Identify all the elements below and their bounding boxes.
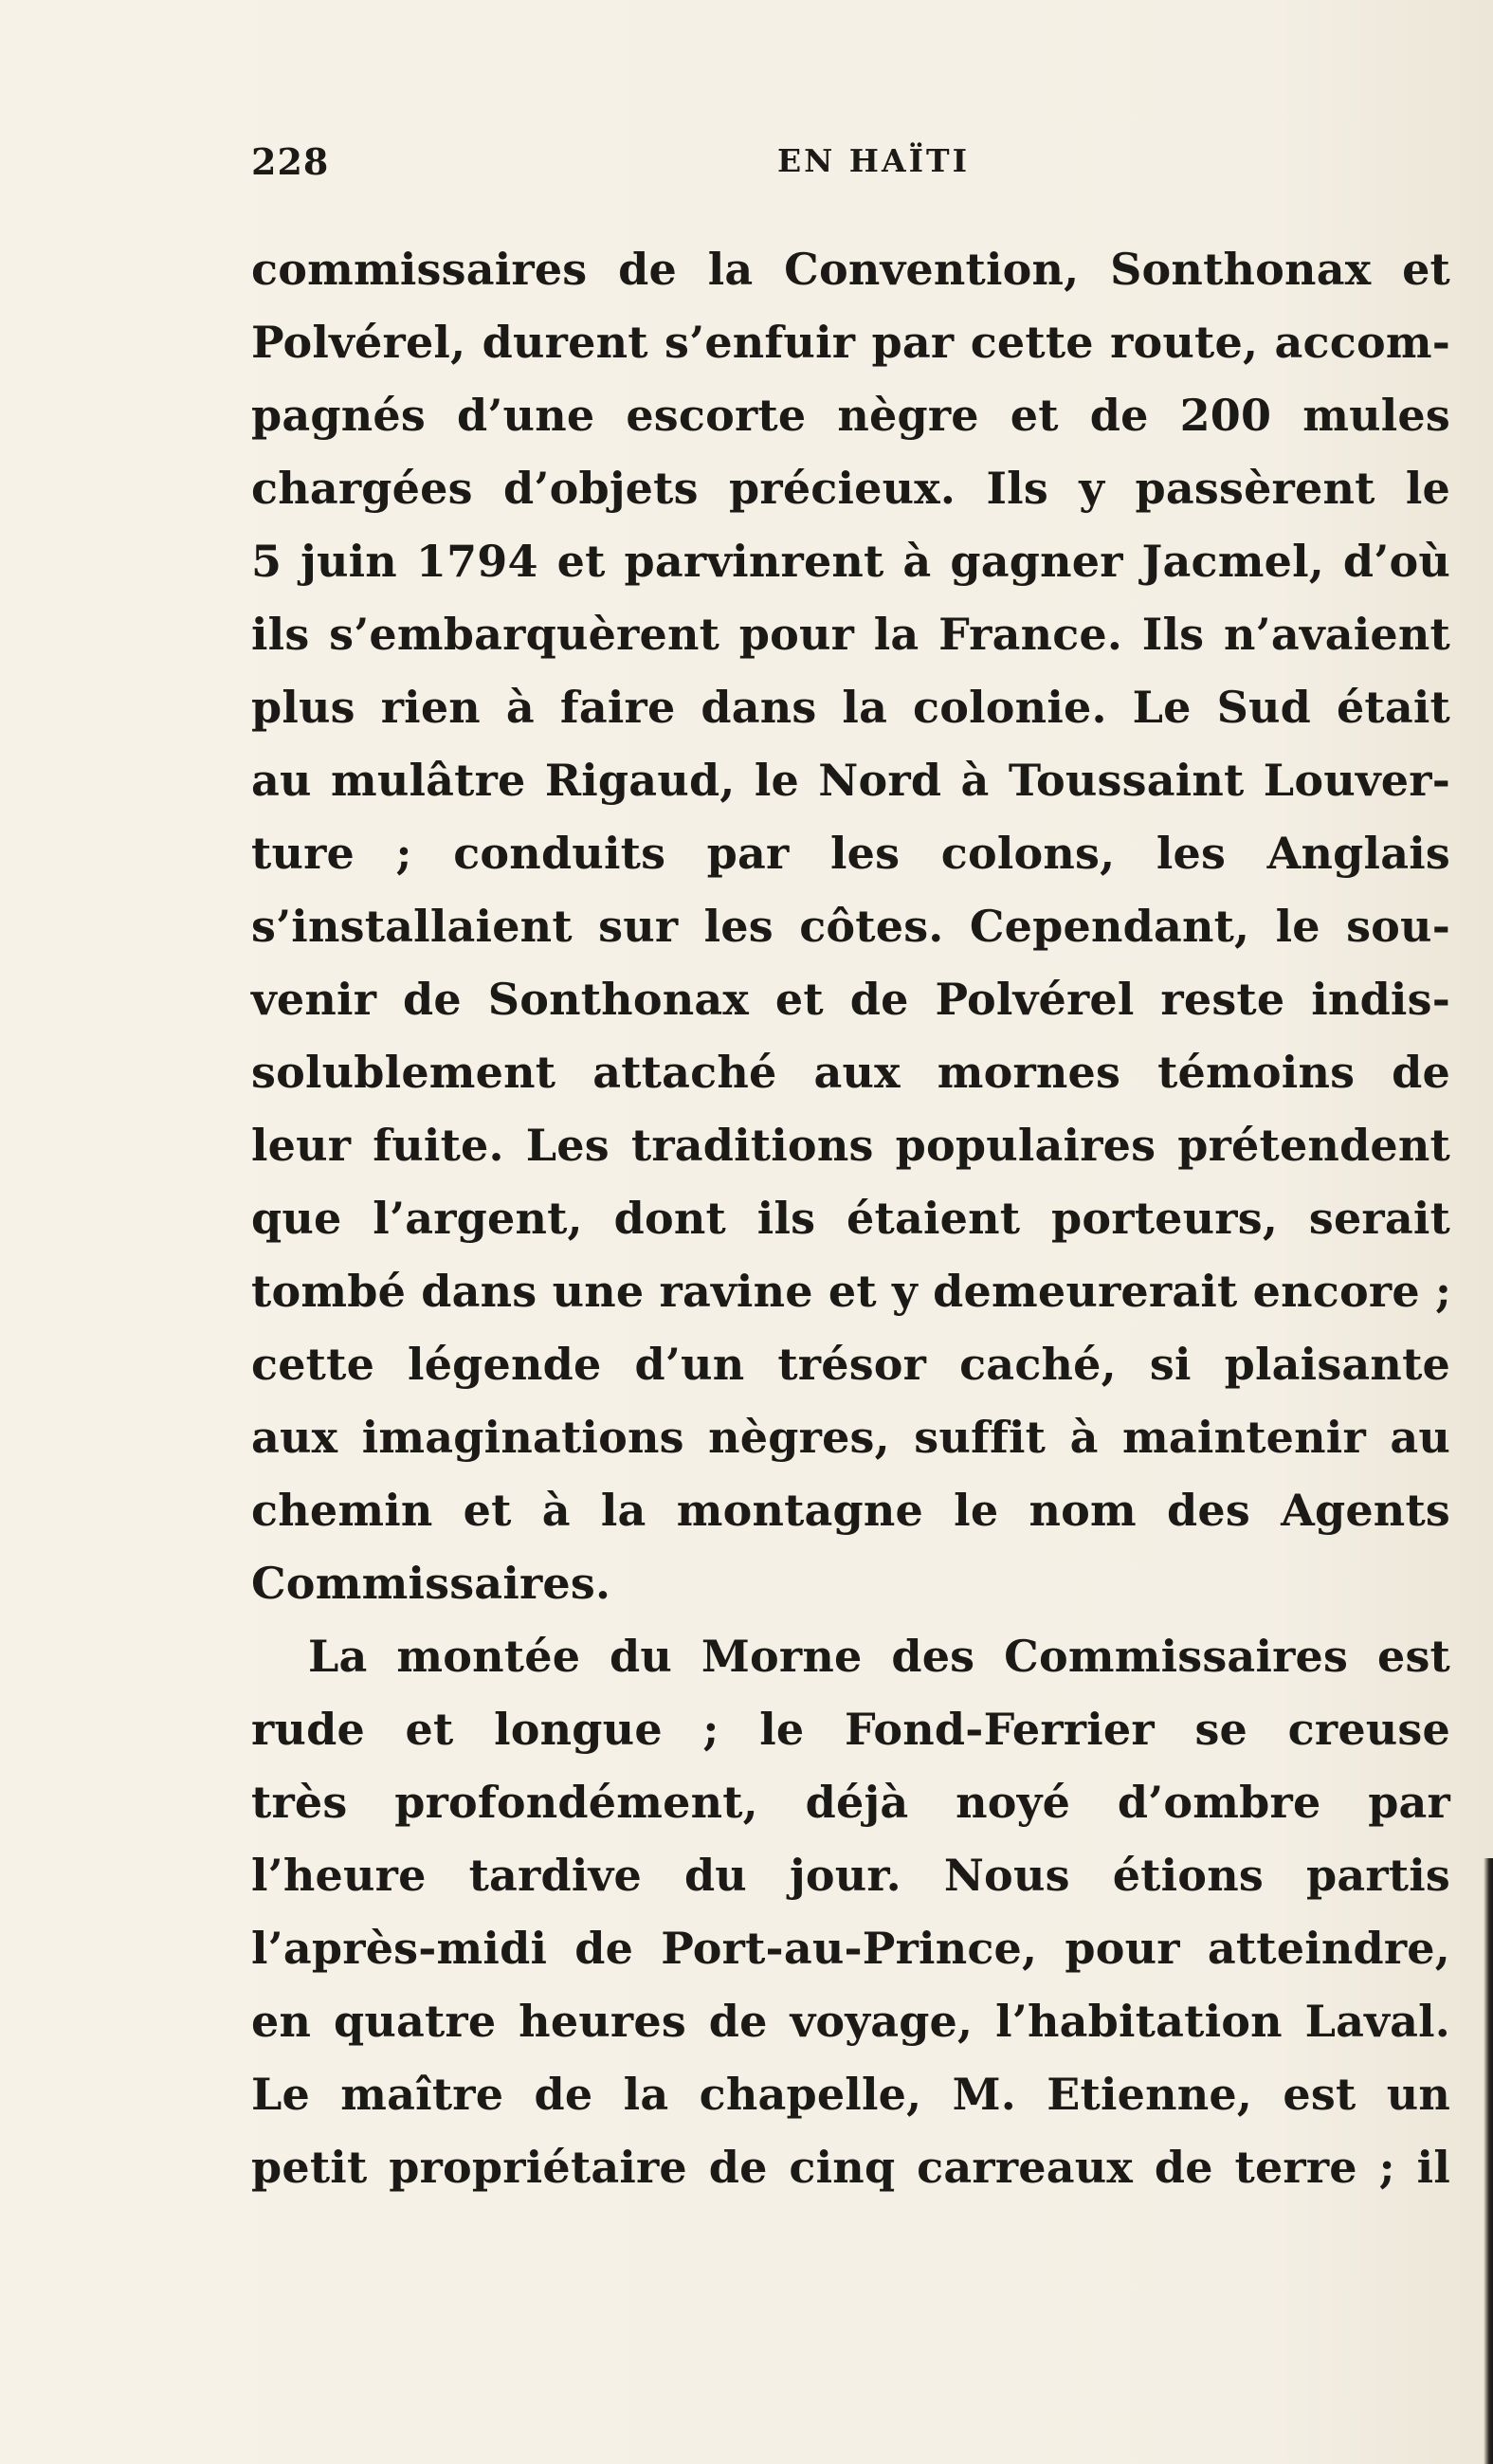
text-line: au mulâtre Rigaud, le Nord à Toussaint Louver- xyxy=(251,755,1450,806)
running-title: EN HAÏTI xyxy=(777,142,971,179)
page-number: 228 xyxy=(251,140,330,183)
text-line: leur fuite. Les traditions populaires prétendent xyxy=(251,1120,1450,1171)
text-line: Commissaires. xyxy=(251,1558,611,1609)
text-line: petit propriétaire de cinq carreaux de terre ; il xyxy=(251,2142,1450,2193)
text-line: commissaires de la Convention, Sonthonax et xyxy=(251,244,1450,295)
text-line: chemin et à la montagne le nom des Agents xyxy=(251,1485,1450,1536)
text-line: en quatre heures de voyage, l’habitation Laval. xyxy=(251,1996,1450,2047)
page-header xyxy=(251,140,1446,197)
text-line: solublement attaché aux mornes témoins de xyxy=(251,1047,1450,1098)
text-line: tombé dans une ravine et y demeurerait encore ; xyxy=(251,1266,1452,1317)
text-line: 5 juin 1794 et parvinrent à gagner Jacmel, d’où xyxy=(251,536,1450,587)
text-line: l’heure tardive du jour. Nous étions partis xyxy=(251,1850,1450,1901)
text-line: pagnés d’une escorte nègre et de 200 mules xyxy=(251,390,1450,441)
body-text xyxy=(251,233,1450,2204)
text-line: ture ; conduits par les colons, les Anglais xyxy=(251,828,1450,879)
text-line: très profondément, déjà noyé d’ombre par xyxy=(251,1777,1450,1828)
text-line: chargées d’objets précieux. Ils y passèrent le xyxy=(251,463,1450,514)
text-line: que l’argent, dont ils étaient porteurs, serait xyxy=(251,1193,1450,1244)
page-edge-shadow xyxy=(1484,1858,1493,2464)
text-line: aux imaginations nègres, suffit à maintenir au xyxy=(251,1412,1450,1463)
text-line: l’après-midi de Port-au-Prince, pour atteindre, xyxy=(251,1923,1450,1974)
text-line: La montée du Morne des Commissaires est xyxy=(308,1631,1450,1682)
text-line: venir de Sonthonax et de Polvérel reste indis- xyxy=(251,974,1450,1025)
text-line: rude et longue ; le Fond-Ferrier se creuse xyxy=(251,1704,1450,1755)
text-line: plus rien à faire dans la colonie. Le Sud était xyxy=(251,682,1450,733)
text-line: cette légende d’un trésor caché, si plaisante xyxy=(251,1339,1450,1390)
text-line: s’installaient sur les côtes. Cependant, le sou- xyxy=(251,901,1450,952)
text-line: Le maître de la chapelle, M. Etienne, est un xyxy=(251,2069,1450,2120)
text-line: Polvérel, durent s’enfuir par cette route, accom- xyxy=(251,317,1450,368)
text-line: ils s’embarquèrent pour la France. Ils n’avaient xyxy=(251,609,1450,660)
